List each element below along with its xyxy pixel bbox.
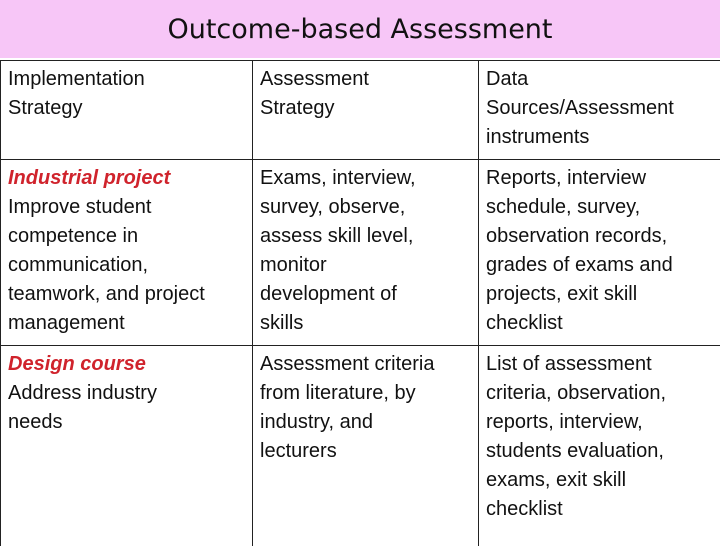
implementation-text: Improve student competence in communication, teamwork, and project management	[8, 193, 246, 338]
table-header-row	[1, 61, 720, 160]
assessment-table	[0, 60, 720, 546]
header-implementation-strategy	[1, 61, 253, 160]
cell-assessment	[253, 160, 479, 346]
header-label: Data Sources/Assessment instruments	[486, 65, 714, 152]
category-label: Industrial project	[8, 164, 246, 193]
cell-implementation	[1, 160, 253, 346]
implementation-text: Address industry needs	[8, 379, 246, 437]
header-label: Assessment Strategy	[260, 65, 472, 123]
cell-sources	[479, 346, 720, 546]
page-title: Outcome-based Assessment	[167, 14, 552, 45]
cell-implementation	[1, 346, 253, 546]
header-data-sources	[479, 61, 720, 160]
table-row	[1, 346, 720, 546]
cell-sources	[479, 160, 720, 346]
table-row	[1, 160, 720, 346]
header-label: Implementation Strategy	[8, 65, 246, 123]
sources-text: Reports, interview schedule, survey, observation records, grades of exams and projects, exit skill checklist	[486, 164, 714, 338]
assessment-text: Assessment criteria from literature, by industry, and lecturers	[260, 350, 472, 466]
cell-assessment	[253, 346, 479, 546]
sources-text: List of assessment criteria, observation, reports, interview, students evaluation, exams, exit skill checklist	[486, 350, 714, 524]
header-assessment-strategy	[253, 61, 479, 160]
title-banner	[0, 0, 720, 58]
category-label: Design course	[8, 350, 246, 379]
assessment-text: Exams, interview, survey, observe, assess skill level, monitor development of skills	[260, 164, 472, 338]
